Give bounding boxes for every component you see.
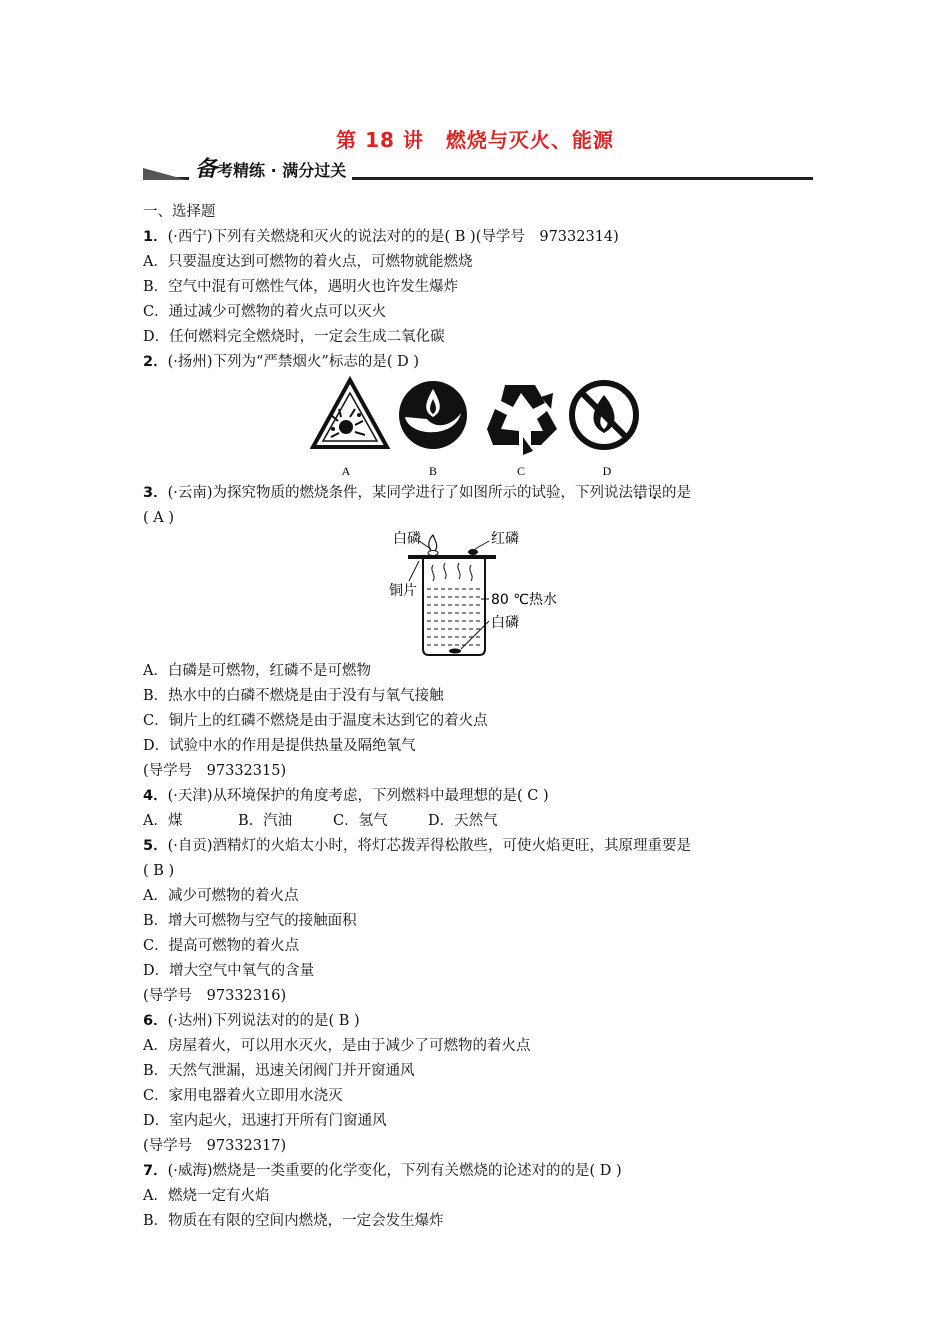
lesson-number: 第 18 讲 xyxy=(336,128,424,152)
q4-options xyxy=(143,809,813,834)
q5-answer: ( B ) xyxy=(143,863,175,879)
safety-signs-figure xyxy=(143,375,813,481)
sign-label-d: D xyxy=(602,464,612,478)
q3-number: 3． xyxy=(143,485,168,501)
sign-a-explosive-icon xyxy=(313,380,387,447)
banner-first-char: 备 xyxy=(195,157,218,182)
q3-stem-end: 的是 xyxy=(662,485,692,501)
q2-stem: (·扬州)下列为“严禁烟火”标志的是( D ) xyxy=(167,354,419,370)
q3-option-b: B．热水中的白磷不燃烧是由于没有与氧气接触 xyxy=(143,688,444,704)
q6-number: 6． xyxy=(143,1013,168,1029)
question-4 xyxy=(143,784,813,809)
beaker-shape xyxy=(423,559,485,655)
question-list xyxy=(143,200,813,1234)
q3-stem: (·云南)为探究物质的燃烧条件，某同学进行了如图所示的试验，下列说法 xyxy=(167,485,634,501)
question-5 xyxy=(143,834,813,859)
q4-option-a: A．煤 xyxy=(143,813,183,829)
q6-option-b: B．天然气泄漏，迅速关闭阀门并开窗通风 xyxy=(143,1063,415,1079)
leader-copper xyxy=(409,561,419,581)
label-red-phosphorus: 红磷 xyxy=(491,531,519,547)
question-3 xyxy=(143,481,813,506)
q5-option-a: A．减少可燃物的着火点 xyxy=(143,888,299,904)
question-6 xyxy=(143,1009,813,1034)
submerged-white-phosphorus xyxy=(449,649,461,654)
banner-rest: 考精练 xyxy=(217,161,266,180)
red-phosphorus-lump xyxy=(468,549,478,555)
q7-option-b: B．物质在有限的空间内燃烧，一定会发生爆炸 xyxy=(143,1213,444,1229)
q3-answer: ( A ) xyxy=(143,510,175,526)
q7-stem: (·威海)燃烧是一类重要的化学变化，下列有关燃烧的论述对的的是( D ) xyxy=(167,1163,622,1179)
label-white-phosphorus: 白磷 xyxy=(393,531,421,547)
q3-emphasis-1: 错 xyxy=(633,485,648,501)
banner-label xyxy=(189,152,352,183)
q6-option-d: D．室内起火，迅速打开所有门窗通风 xyxy=(143,1113,387,1129)
sign-label-c: C xyxy=(516,464,526,478)
q4-option-c: C．氢气 xyxy=(333,813,388,829)
q3-reference: (导学号 97332315) xyxy=(143,763,287,779)
question-1 xyxy=(143,225,813,250)
question-7 xyxy=(143,1159,813,1184)
section-banner xyxy=(143,150,813,182)
q1-option-b: B．空气中混有可燃性气体，遇明火也许发生爆炸 xyxy=(143,279,459,295)
q3-option-c: C．铜片上的红磷不燃烧是由于温度未达到它的着火点 xyxy=(143,713,488,729)
q2-figure xyxy=(143,375,813,481)
page-title xyxy=(0,124,950,153)
q1-option-d: D．任何燃料完全燃烧时，一定会生成二氧化碳 xyxy=(143,329,445,345)
q4-stem: (·天津)从环境保护的角度考虑，下列燃料中最理想的是( C ) xyxy=(167,788,549,804)
q1-stem: (·西宁)下列有关燃烧和灭火的说法对的的是( B )(导学号 97332314) xyxy=(167,229,619,245)
q6-option-c: C．家用电器着火立即用水浇灭 xyxy=(143,1088,343,1104)
q6-option-a: A．房屋着火，可以用水灭火，是由于减少了可燃物的着火点 xyxy=(143,1038,531,1054)
steam-lines xyxy=(432,563,472,581)
q2-number: 2． xyxy=(143,354,168,370)
q5-option-c: C．提高可燃物的着火点 xyxy=(143,938,300,954)
leader-red-p xyxy=(475,541,489,549)
q5-reference: (导学号 97332316) xyxy=(143,988,287,1004)
q5-option-d: D．增大空气中氧气的含量 xyxy=(143,963,315,979)
q3-option-a: A．白磷是可燃物，红磷不是可燃物 xyxy=(143,663,371,679)
lesson-topic: 燃烧与灭火、能源 xyxy=(445,128,614,152)
q6-reference: (导学号 97332317) xyxy=(143,1138,287,1154)
q5-number: 5． xyxy=(143,838,168,854)
q5-option-b: B．增大可燃物与空气的接触面积 xyxy=(143,913,357,929)
sign-b-icon xyxy=(399,381,467,449)
sign-c-recycle-icon xyxy=(487,385,557,455)
q4-number: 4． xyxy=(143,788,168,804)
q1-option-a: A．只要温度达到可燃物的着火点，可燃物就能燃烧 xyxy=(143,254,473,270)
q5-stem: (·自贡)酒精灯的火焰太小时，将灯芯拨弄得松散些，可使火焰更旺，其原理重要是 xyxy=(167,838,692,854)
label-white-phosphorus-2: 白磷 xyxy=(491,615,519,631)
q3-figure xyxy=(143,531,813,659)
banner-wedge xyxy=(143,168,187,180)
banner-suffix: · 满分过关 xyxy=(270,161,347,180)
q4-option-d: D．天然气 xyxy=(428,813,498,829)
q1-option-c: C．通过减少可燃物的着火点可以灭火 xyxy=(143,304,387,320)
sign-d-no-fire-icon xyxy=(572,383,636,447)
q6-stem: (·达州)下列说法对的的是( B ) xyxy=(167,1013,360,1029)
question-2 xyxy=(143,350,813,375)
q3-option-d: D．试验中水的作用是提供热量及隔绝氧气 xyxy=(143,738,416,754)
q1-number: 1． xyxy=(143,229,168,245)
q4-option-b: B．汽油 xyxy=(238,813,293,829)
label-hot-water: 80 ℃热水 xyxy=(491,592,557,608)
white-phosphorus-lump xyxy=(428,551,438,556)
sign-label-b: B xyxy=(428,464,438,478)
section-heading: 一、选择题 xyxy=(143,204,216,220)
sign-label-a: A xyxy=(341,464,351,478)
q7-option-a: A．燃烧一定有火焰 xyxy=(143,1188,270,1204)
q7-number: 7． xyxy=(143,1163,168,1179)
copper-plate-shape xyxy=(408,555,496,559)
label-copper-plate: 铜片 xyxy=(389,583,417,599)
combustion-experiment-diagram xyxy=(143,531,813,659)
q3-emphasis-2: 误 xyxy=(647,485,663,501)
